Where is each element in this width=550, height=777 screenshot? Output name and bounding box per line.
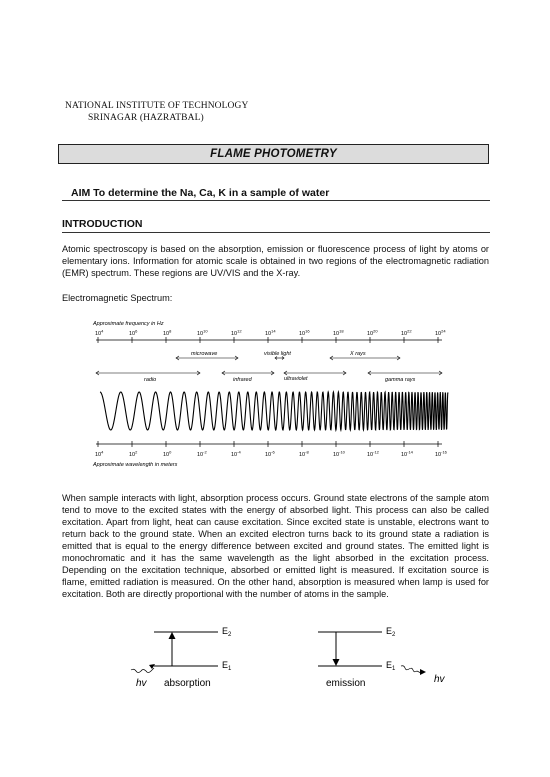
tick-label: $10^{-6}$ — [265, 449, 275, 458]
tick-label: $10^{-2}$ — [197, 449, 207, 458]
tick-label: $10^{16}$ — [299, 328, 310, 337]
tick-label: $10^2$ — [129, 449, 138, 458]
introduction-underline — [62, 232, 490, 233]
region-microwave: microwave — [191, 351, 218, 357]
tick-label: $10^8$ — [163, 328, 172, 337]
region-radio: radio — [144, 377, 157, 383]
tick-label: $10^{10}$ — [197, 328, 208, 337]
frequency-axis-title: Approximate frequency in Hz — [93, 321, 164, 327]
emission-hv-label: hv — [434, 674, 445, 685]
introduction-heading: INTRODUCTION — [62, 218, 143, 230]
outgoing-photon-wave — [401, 666, 421, 673]
tick-label: $10^{12}$ — [231, 328, 242, 337]
emission-e2-label: $E_2$ — [386, 626, 396, 638]
tick-label: $10^{-12}$ — [367, 449, 379, 458]
absorption-e1-label: $E_1$ — [222, 660, 232, 672]
tick-label: $10^{14}$ — [265, 328, 276, 337]
tick-label: $10^{22}$ — [401, 328, 412, 337]
tick-label: $10^4$ — [95, 328, 104, 337]
title-box — [58, 144, 489, 164]
tick-label: $10^{18}$ — [333, 328, 344, 337]
tick-label: $10^{20}$ — [367, 328, 378, 337]
institute-location: SRINAGAR (HAZRATBAL) — [88, 113, 204, 123]
frequency-tick-labels — [95, 329, 446, 338]
absorption-arrow-head — [169, 632, 176, 639]
tick-label: $10^{-14}$ — [401, 449, 413, 458]
emission-label: emission — [326, 678, 366, 688]
wavelength-tick-labels — [95, 450, 448, 459]
page-title: FLAME PHOTOMETRY — [210, 148, 337, 160]
absorption-hv-label: hv — [136, 678, 147, 688]
tick-label: $10^4$ — [95, 449, 104, 458]
lower-region-arrows — [96, 371, 442, 375]
incoming-photon-wave — [131, 668, 154, 673]
aim-underline — [62, 200, 490, 201]
tick-label: $10^{-4}$ — [231, 449, 241, 458]
spectrum-label: Electromagnetic Spectrum: — [62, 293, 173, 303]
tick-label: $10^{-16}$ — [435, 449, 447, 458]
emission-arrow-head — [333, 659, 340, 666]
absorption-e2-label: $E_2$ — [222, 626, 232, 638]
tick-label: $10^0$ — [163, 449, 172, 458]
absorption-label: absorption — [164, 678, 211, 688]
region-x-rays: X rays — [350, 351, 366, 357]
tick-label: $10^{24}$ — [435, 328, 446, 337]
tick-label: $10^{-8}$ — [299, 449, 309, 458]
institute-header — [65, 100, 248, 124]
intro-paragraph-1: Atomic spectroscopy is based on the absorption, emission or fluorescence process of light by atoms or elementary ions. Information for atomic scale is obtained in two regions of the electromagnetic radiation (EMR) spectrum. These regions are UV/VIS and the X-ray. — [62, 244, 489, 278]
electromagnetic-spectrum-figure — [88, 314, 458, 474]
tick-label: $10^{-10}$ — [333, 449, 345, 458]
tick-label: $10^6$ — [129, 328, 138, 337]
wave-curve — [100, 392, 448, 430]
intro-paragraph-2: When sample interacts with light, absorption process occurs. Ground state electrons of the sample atom tend to move to the excited states with the energy of absorbed light. This process can also be called excitation. Apart from light, heat can cause excitation. Since excited state is unstable, electrons want to return back to the ground state. When an excited electron turns back to its ground state a radiation is emitted that is equal to the energy difference between excited and ground states. The emitted light is monochromatic and it has the same wavelength as the light absorbed in the excitation process. Depending on the excitation technique, absorbed or emitted light is measured. If excitation source is flame, emitted radiation is measured. On the other hand, absorption is measured when lamp is used for excitation. Both are directly proportional with the number of atoms in the sample. — [62, 493, 489, 599]
region-visible-light: visible light — [264, 351, 291, 357]
aim-text: AIM To determine the Na, Ca, K in a sample of water — [71, 187, 330, 199]
region-gamma-rays: gamma rays — [385, 377, 416, 383]
institute-name: NATIONAL INSTITUTE OF TECHNOLOGY — [65, 101, 249, 111]
outgoing-photon-arrow-head — [420, 669, 426, 675]
region-infrared: infrared — [233, 377, 252, 383]
energy-level-diagram — [118, 618, 468, 688]
region-ultraviolet: ultraviolet — [284, 376, 308, 382]
wavelength-axis-title: Approximate wavelength in meters — [93, 462, 178, 468]
emission-e1-label: $E_1$ — [386, 660, 396, 672]
